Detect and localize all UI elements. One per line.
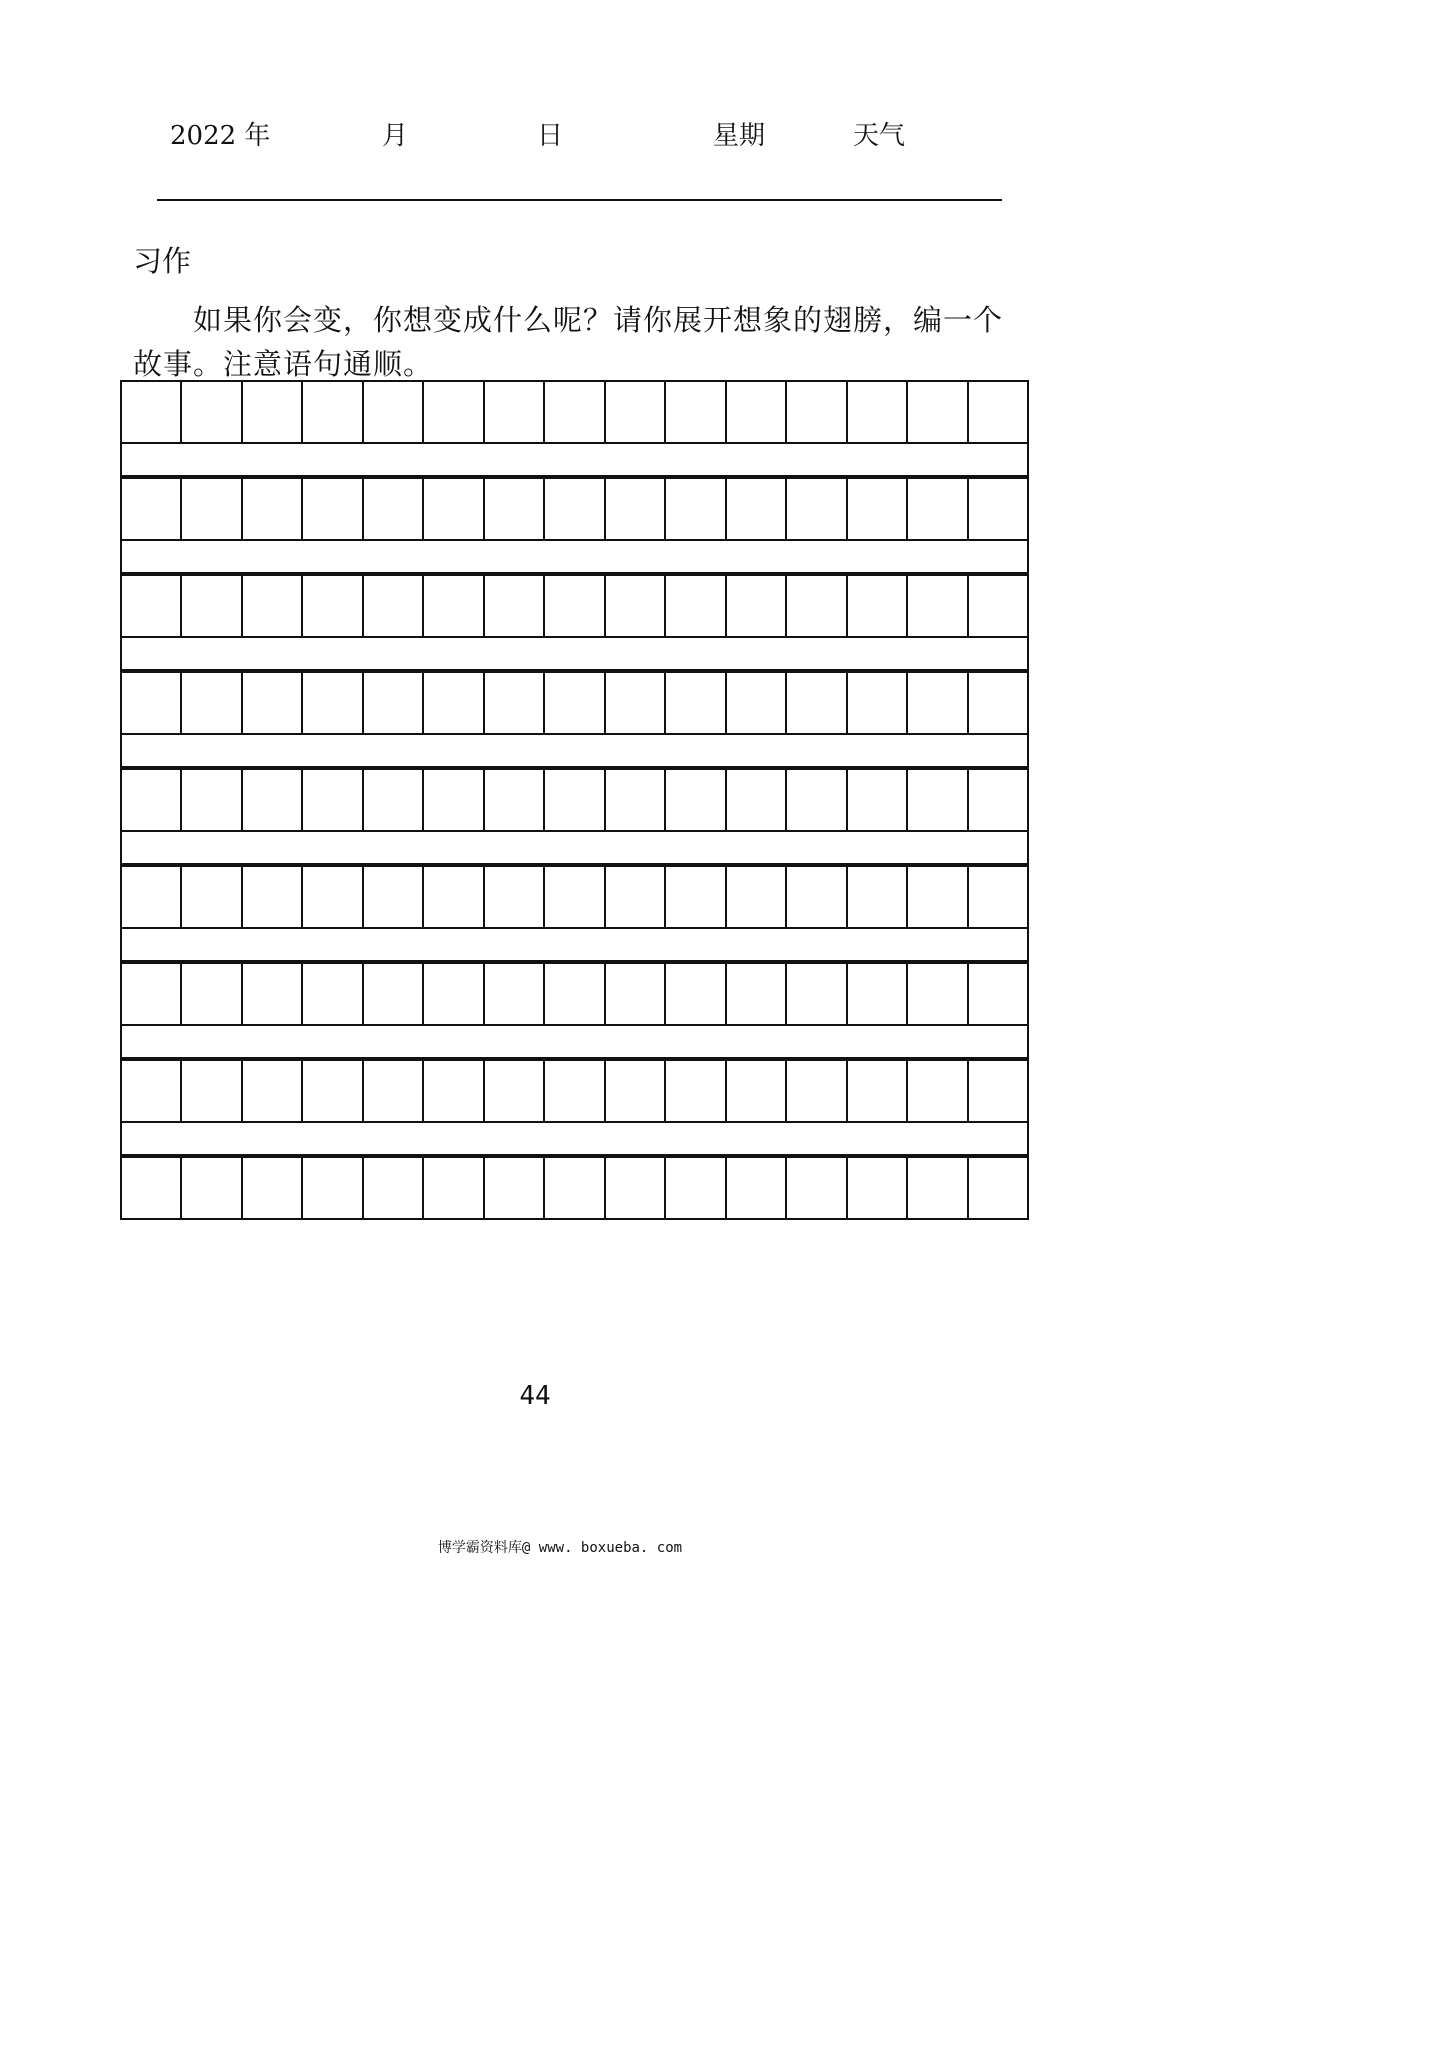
writing-cell[interactable] xyxy=(606,1061,666,1121)
row-spacer xyxy=(120,832,1029,865)
writing-cell[interactable] xyxy=(182,1158,242,1218)
writing-cell[interactable] xyxy=(485,576,545,636)
writing-cell[interactable] xyxy=(122,964,182,1024)
writing-cell[interactable] xyxy=(243,964,303,1024)
writing-cell[interactable] xyxy=(666,576,726,636)
writing-cell[interactable] xyxy=(424,1061,484,1121)
writing-cell[interactable] xyxy=(666,673,726,733)
writing-cell[interactable] xyxy=(122,576,182,636)
writing-cell[interactable] xyxy=(243,673,303,733)
row-spacer xyxy=(120,638,1029,671)
grid-row xyxy=(120,574,1029,638)
grid-row xyxy=(120,865,1029,929)
writing-cell[interactable] xyxy=(182,964,242,1024)
writing-cell[interactable] xyxy=(787,576,847,636)
writing-cell[interactable] xyxy=(182,479,242,539)
writing-cell[interactable] xyxy=(666,382,726,442)
writing-cell[interactable] xyxy=(424,964,484,1024)
writing-cell[interactable] xyxy=(666,479,726,539)
writing-cell[interactable] xyxy=(424,1158,484,1218)
writing-cell[interactable] xyxy=(485,867,545,927)
writing-cell[interactable] xyxy=(303,1158,363,1218)
writing-grid xyxy=(120,380,1029,1220)
grid-row xyxy=(120,768,1029,832)
writing-cell[interactable] xyxy=(303,964,363,1024)
writing-cell[interactable] xyxy=(606,673,666,733)
writing-cell[interactable] xyxy=(969,382,1027,442)
writing-cell[interactable] xyxy=(969,673,1027,733)
writing-cell[interactable] xyxy=(364,770,424,830)
writing-cell[interactable] xyxy=(908,964,968,1024)
writing-cell[interactable] xyxy=(666,1158,726,1218)
section-title: 习作 xyxy=(133,244,192,278)
writing-cell[interactable] xyxy=(908,1158,968,1218)
writing-cell[interactable] xyxy=(848,479,908,539)
writing-cell[interactable] xyxy=(122,1061,182,1121)
writing-cell[interactable] xyxy=(424,673,484,733)
writing-cell[interactable] xyxy=(848,382,908,442)
page-number: 44 xyxy=(519,1381,551,1411)
writing-cell[interactable] xyxy=(182,867,242,927)
writing-cell[interactable] xyxy=(787,770,847,830)
writing-cell[interactable] xyxy=(485,673,545,733)
writing-cell[interactable] xyxy=(243,479,303,539)
writing-cell[interactable] xyxy=(545,382,605,442)
writing-cell[interactable] xyxy=(969,964,1027,1024)
writing-cell[interactable] xyxy=(122,479,182,539)
writing-cell[interactable] xyxy=(606,479,666,539)
writing-cell[interactable] xyxy=(787,479,847,539)
writing-cell[interactable] xyxy=(182,1061,242,1121)
writing-cell[interactable] xyxy=(666,867,726,927)
writing-cell[interactable] xyxy=(666,770,726,830)
writing-cell[interactable] xyxy=(848,673,908,733)
writing-cell[interactable] xyxy=(545,1158,605,1218)
writing-cell[interactable] xyxy=(303,1061,363,1121)
writing-cell[interactable] xyxy=(969,770,1027,830)
grid-row xyxy=(120,1059,1029,1123)
writing-cell[interactable] xyxy=(606,770,666,830)
writing-cell[interactable] xyxy=(424,576,484,636)
writing-cell[interactable] xyxy=(969,479,1027,539)
grid-row xyxy=(120,671,1029,735)
row-spacer xyxy=(120,929,1029,962)
writing-cell[interactable] xyxy=(424,382,484,442)
writing-cell[interactable] xyxy=(485,964,545,1024)
writing-cell[interactable] xyxy=(364,479,424,539)
writing-cell[interactable] xyxy=(848,576,908,636)
writing-cell[interactable] xyxy=(303,382,363,442)
writing-cell[interactable] xyxy=(545,576,605,636)
writing-cell[interactable] xyxy=(243,867,303,927)
writing-cell[interactable] xyxy=(666,964,726,1024)
grid-row xyxy=(120,1156,1029,1220)
writing-cell[interactable] xyxy=(182,576,242,636)
writing-cell[interactable] xyxy=(908,576,968,636)
writing-cell[interactable] xyxy=(545,770,605,830)
grid-row xyxy=(120,477,1029,541)
writing-cell[interactable] xyxy=(485,770,545,830)
writing-cell[interactable] xyxy=(485,479,545,539)
writing-cell[interactable] xyxy=(908,770,968,830)
writing-cell[interactable] xyxy=(848,1061,908,1121)
writing-cell[interactable] xyxy=(303,479,363,539)
writing-cell[interactable] xyxy=(243,382,303,442)
writing-cell[interactable] xyxy=(182,382,242,442)
writing-cell[interactable] xyxy=(787,673,847,733)
writing-cell[interactable] xyxy=(424,770,484,830)
writing-cell[interactable] xyxy=(303,770,363,830)
writing-cell[interactable] xyxy=(364,964,424,1024)
writing-cell[interactable] xyxy=(908,1061,968,1121)
writing-cell[interactable] xyxy=(969,867,1027,927)
writing-cell[interactable] xyxy=(243,770,303,830)
writing-cell[interactable] xyxy=(364,1158,424,1218)
writing-cell[interactable] xyxy=(545,867,605,927)
writing-cell[interactable] xyxy=(303,673,363,733)
writing-cell[interactable] xyxy=(122,770,182,830)
month-label: 月 xyxy=(382,121,409,151)
writing-cell[interactable] xyxy=(364,1061,424,1121)
writing-cell[interactable] xyxy=(969,1158,1027,1218)
writing-cell[interactable] xyxy=(727,576,787,636)
year-label: 2022 年 xyxy=(170,121,271,151)
grid-row xyxy=(120,962,1029,1026)
writing-prompt: 如果你会变，你想变成什么呢？请你展开想象的翅膀，编一个故事。注意语句通顺。 xyxy=(133,303,1004,381)
writing-cell[interactable] xyxy=(727,382,787,442)
row-spacer xyxy=(120,541,1029,574)
writing-cell[interactable] xyxy=(545,964,605,1024)
writing-cell[interactable] xyxy=(606,1158,666,1218)
writing-cell[interactable] xyxy=(727,770,787,830)
writing-cell[interactable] xyxy=(848,770,908,830)
writing-cell[interactable] xyxy=(787,1158,847,1218)
writing-cell[interactable] xyxy=(787,382,847,442)
writing-cell[interactable] xyxy=(787,964,847,1024)
writing-cell[interactable] xyxy=(545,1061,605,1121)
writing-cell[interactable] xyxy=(122,1158,182,1218)
writing-cell[interactable] xyxy=(908,382,968,442)
writing-cell[interactable] xyxy=(969,576,1027,636)
writing-cell[interactable] xyxy=(727,964,787,1024)
writing-cell[interactable] xyxy=(545,673,605,733)
writing-cell[interactable] xyxy=(908,867,968,927)
day-label: 日 xyxy=(537,121,564,151)
writing-cell[interactable] xyxy=(243,1158,303,1218)
writing-cell[interactable] xyxy=(848,867,908,927)
writing-cell[interactable] xyxy=(727,673,787,733)
writing-cell[interactable] xyxy=(485,1061,545,1121)
writing-cell[interactable] xyxy=(424,867,484,927)
writing-cell[interactable] xyxy=(424,479,484,539)
writing-cell[interactable] xyxy=(969,1061,1027,1121)
writing-cell[interactable] xyxy=(545,479,605,539)
writing-cell[interactable] xyxy=(485,1158,545,1218)
writing-cell[interactable] xyxy=(485,382,545,442)
writing-cell[interactable] xyxy=(908,479,968,539)
row-spacer xyxy=(120,735,1029,768)
writing-cell[interactable] xyxy=(606,576,666,636)
writing-cell[interactable] xyxy=(606,867,666,927)
writing-cell[interactable] xyxy=(122,382,182,442)
writing-cell[interactable] xyxy=(364,382,424,442)
writing-cell[interactable] xyxy=(243,576,303,636)
writing-cell[interactable] xyxy=(727,867,787,927)
writing-cell[interactable] xyxy=(787,867,847,927)
row-spacer xyxy=(120,1123,1029,1156)
writing-cell[interactable] xyxy=(122,673,182,733)
writing-cell[interactable] xyxy=(364,867,424,927)
writing-cell[interactable] xyxy=(606,964,666,1024)
weather-label: 天气 xyxy=(853,121,906,151)
writing-cell[interactable] xyxy=(727,1158,787,1218)
weekday-label: 星期 xyxy=(713,121,766,151)
writing-cell[interactable] xyxy=(727,1061,787,1121)
header-divider xyxy=(157,199,1002,201)
writing-cell[interactable] xyxy=(787,1061,847,1121)
grid-row xyxy=(120,380,1029,444)
footer-watermark: 博学霸资料库@ www. boxueba. com xyxy=(437,1540,683,1556)
writing-cell[interactable] xyxy=(182,770,242,830)
writing-cell[interactable] xyxy=(666,1061,726,1121)
writing-cell[interactable] xyxy=(303,867,363,927)
writing-cell[interactable] xyxy=(364,673,424,733)
writing-cell[interactable] xyxy=(182,673,242,733)
writing-cell[interactable] xyxy=(908,673,968,733)
writing-cell[interactable] xyxy=(303,576,363,636)
writing-cell[interactable] xyxy=(243,1061,303,1121)
writing-cell[interactable] xyxy=(848,1158,908,1218)
writing-cell[interactable] xyxy=(848,964,908,1024)
writing-cell[interactable] xyxy=(606,382,666,442)
writing-cell[interactable] xyxy=(727,479,787,539)
row-spacer xyxy=(120,1026,1029,1059)
writing-cell[interactable] xyxy=(364,576,424,636)
row-spacer xyxy=(120,444,1029,477)
writing-cell[interactable] xyxy=(122,867,182,927)
